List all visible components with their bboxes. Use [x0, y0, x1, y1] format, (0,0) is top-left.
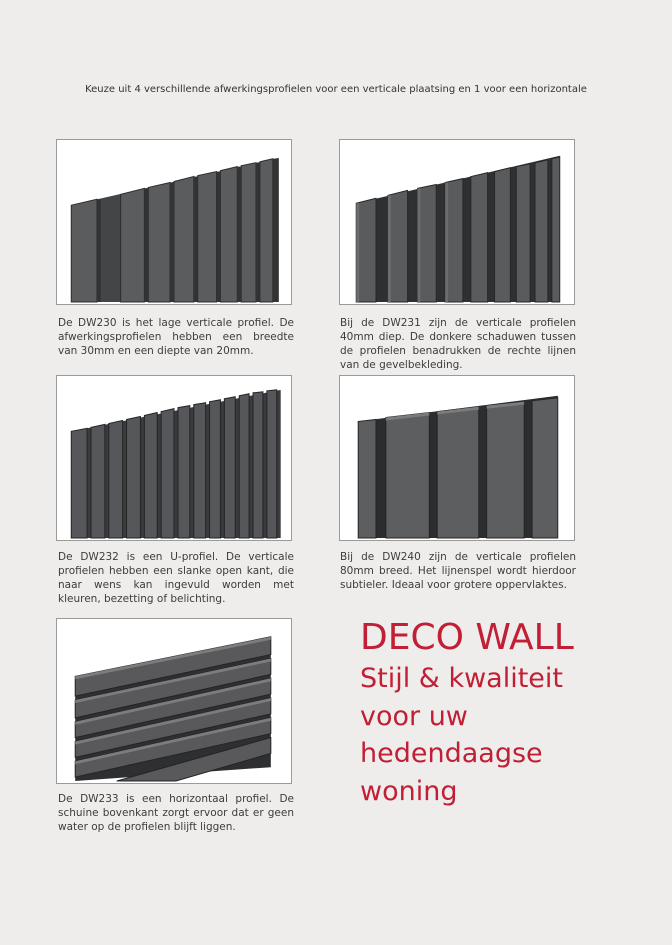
dw230-caption: De DW230 is het lage verticale profiel. De afwerkingsprofielen hebben een breedte van 30mm en een diepte van 20mm. — [58, 317, 294, 357]
headline-line-3: hedendaagse — [360, 738, 543, 769]
dw233-image — [56, 618, 292, 784]
intro-text: Keuze uit 4 verschillende afwerkingsprofielen voor een verticale plaatsing en 1 voor een horizontale — [85, 84, 587, 95]
dw240-caption: Bij de DW240 zijn de verticale profielen 80mm breed. Het lijnenspel wordt hierdoor subtieler. Ideaal voor grotere oppervlaktes. — [340, 551, 576, 591]
headline-line-1: Stijl & kwaliteit — [360, 663, 564, 694]
headline-line-4: woning — [360, 775, 458, 807]
headline — [360, 616, 574, 810]
dw231-image — [339, 139, 575, 305]
headline-line-2: voor uw — [360, 700, 468, 732]
headline-title: DECO WALL — [360, 617, 574, 658]
dw230-image — [56, 139, 292, 305]
dw232-image — [56, 375, 292, 541]
dw233-caption: De DW233 is een horizontaal profiel. De schuine bovenkant zorgt ervoor dat er geen water op de profielen blijft liggen. — [58, 793, 294, 833]
dw240-image — [339, 375, 575, 541]
dw231-caption: Bij de DW231 zijn de verticale profielen 40mm diep. De donkere schaduwen tussen de profielen benadrukken de rechte lijnen van de gevelbekleding. — [340, 317, 576, 371]
dw232-caption: De DW232 is een U-profiel. De verticale profielen hebben een slanke open kant, die naar wens kan ingevuld worden met kleuren, bezetting of belichting. — [58, 551, 294, 605]
